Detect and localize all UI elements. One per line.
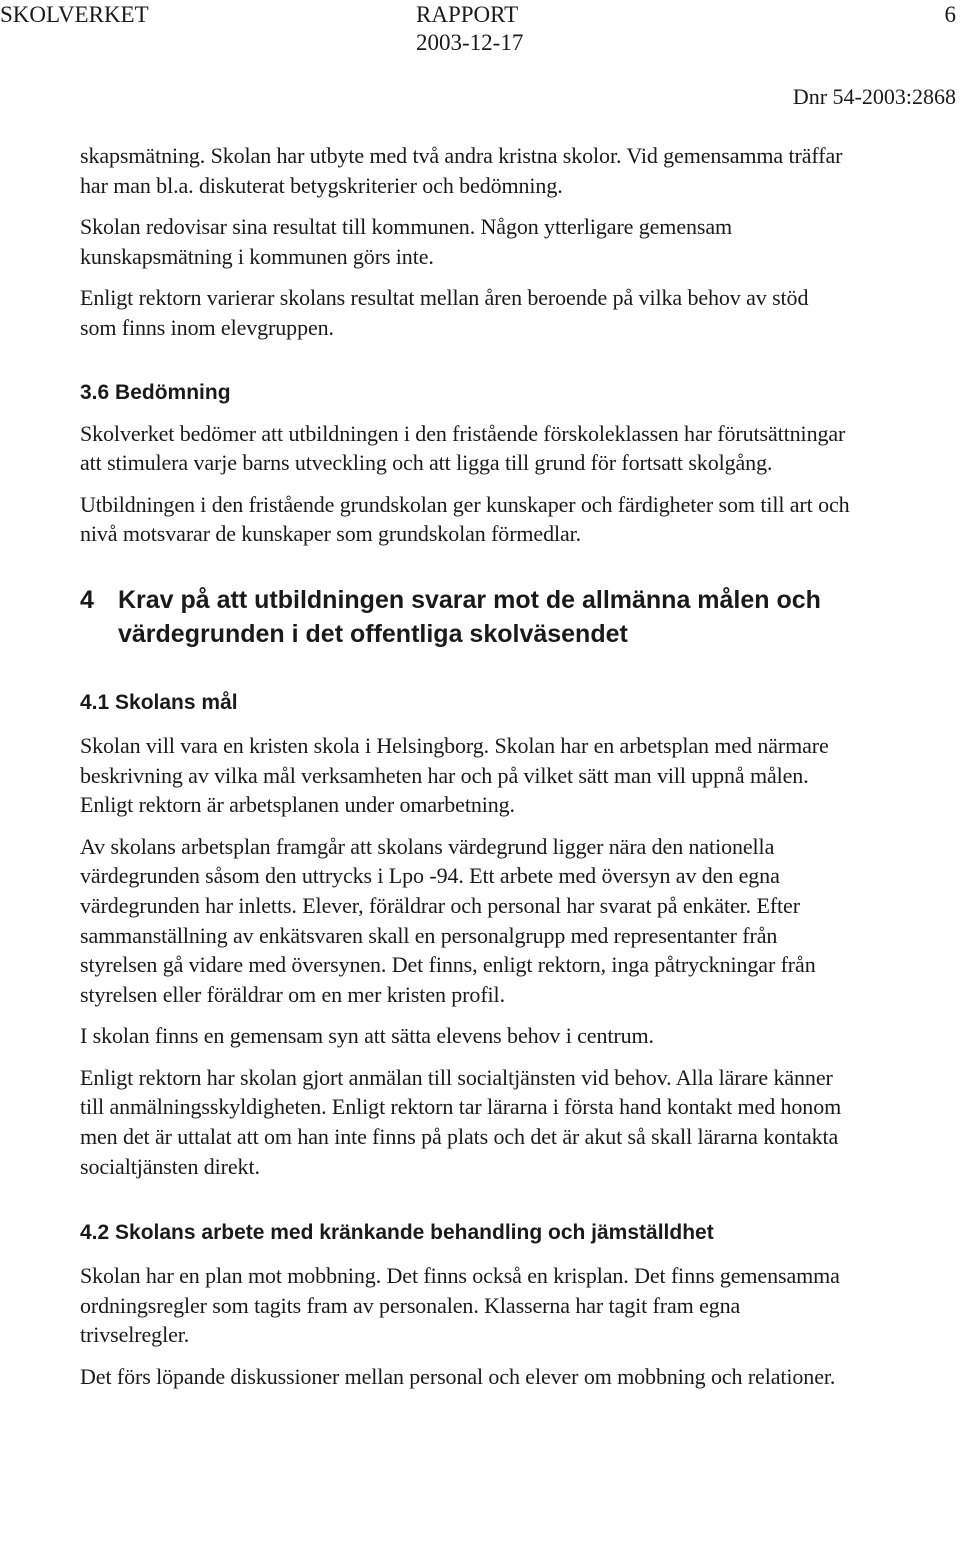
page-header xyxy=(0,0,960,60)
section-heading-4-1: 4.1 Skolans mål xyxy=(80,690,238,714)
reference-number: Dnr 54-2003:2868 xyxy=(792,84,956,109)
paragraph: Enligt rektorn varierar skolans resultat mellan åren beroende på vilka behov av stöd som finns inom elevgruppen. xyxy=(80,285,809,340)
paragraph: Skolan vill vara en kristen skola i Helsingborg. Skolan har en arbetsplan med närmare beskrivning av vilka mål verksamheten har och på vilket sätt man vill uppnå målen. Enligt rektorn är arbetsplanen under omarbetning. xyxy=(80,732,829,818)
paragraph: I skolan finns en gemensam syn att sätta elevens behov i centrum. xyxy=(80,1023,654,1049)
section-heading-4-2: 4.2 Skolans arbete med kränkande behandling och jämställdhet xyxy=(80,1221,714,1245)
paragraph: Enligt rektorn har skolan gjort anmälan till socialtjänsten vid behov. Alla lärare känner till anmälningsskyldigheten. Enligt rektorn tar lärarna i första hand kontakt med honom men det är uttalat att om han inte finns på plats och det är akut så skall lärarna kontakta socialtjänsten direkt. xyxy=(80,1064,842,1179)
paragraph: Skolan har en plan mot mobbning. Det finns också en krisplan. Det finns gemensamma ordningsregler som tagits fram av personalen. Klasserna har tagit fram egna trivselregler. xyxy=(80,1263,840,1348)
paragraph: Av skolans arbetsplan framgår att skolans värdegrund ligger nära den nationella värdegrunden såsom den uttrycks i Lpo -94. Ett arbete med översyn av den egna värdegrunden har inletts. Elever, föräldrar och personal har svarat på enkäter. Efter sammanställning av enkätsvaren skall en personalgrupp med representanter från styrelsen gå vidare med översynen. Det finns, enligt rektorn, inga påtryckningar från styrelsen eller föräldrar om en mer kristen profil. xyxy=(80,833,816,1007)
page-number: 6 xyxy=(944,2,956,27)
paragraph: skapsmätning. Skolan har utbyte med två andra kristna skolor. Vid gemensamma träffar har man bl.a. diskuterat betygskriterier och bedömning. xyxy=(80,143,843,198)
chapter-title: Krav på att utbildningen svarar mot de allmänna målen och värdegrunden i det offentliga skolväsendet xyxy=(118,585,821,648)
paragraph: Det förs löpande diskussioner mellan personal och elever om mobbning och relationer. xyxy=(80,1364,836,1390)
organization-name: SKOLVERKET xyxy=(0,2,149,27)
paragraph: Utbildningen i den fristående grundskolan ger kunskaper och färdigheter som till art och nivå motsvarar de kunskaper som grundskolan förmedlar. xyxy=(80,491,850,547)
section-heading-3-6: 3.6 Bedömning xyxy=(80,380,231,404)
document-type: RAPPORT xyxy=(416,2,519,27)
paragraph: Skolverket bedömer att utbildningen i den fristående förskoleklassen har förutsättningar att stimulera varje barns utveckling och att ligga till grund för fortsatt skolgång. xyxy=(80,420,846,476)
paragraph: Skolan redovisar sina resultat till kommunen. Någon ytterligare gemensam kunskapsmätning i kommunen görs inte. xyxy=(80,214,733,269)
chapter-heading-4 xyxy=(80,583,850,651)
chapter-number: 4 xyxy=(80,585,94,614)
document-body xyxy=(80,141,850,1392)
document-date: 2003-12-17 xyxy=(416,30,524,55)
